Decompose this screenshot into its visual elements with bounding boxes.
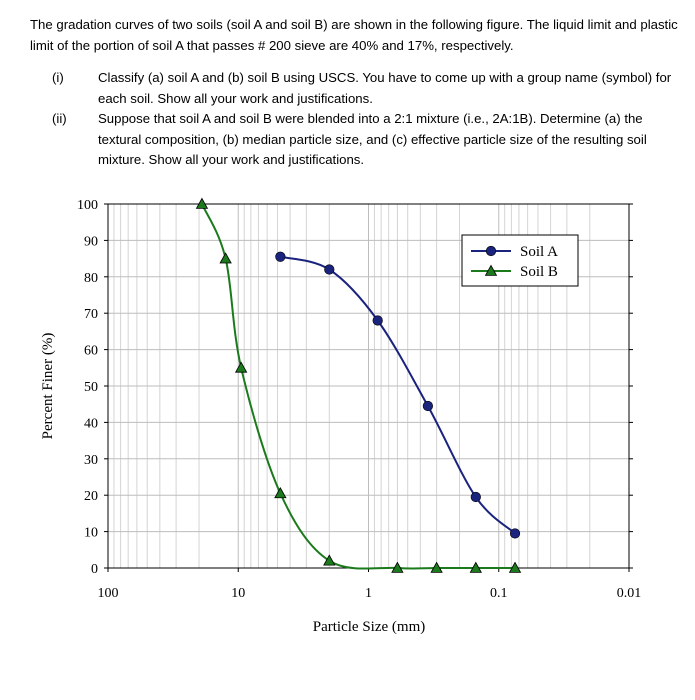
y-tick-label: 70 — [84, 307, 98, 323]
y-tick-label: 40 — [84, 416, 98, 432]
y-tick-label: 50 — [84, 380, 98, 395]
y-axis-label: Percent Finer (%) — [40, 332, 56, 440]
data-point — [423, 401, 433, 411]
question-number: (i) — [52, 70, 64, 85]
x-axis-label: Particle Size (mm) — [312, 619, 426, 635]
x-tick-label: 10 — [231, 586, 246, 601]
y-tick-label: 30 — [84, 452, 98, 468]
x-tick-label: 1 — [365, 586, 372, 601]
data-point — [275, 488, 286, 498]
x-tick-label: 100 — [97, 586, 119, 601]
data-point — [220, 253, 231, 263]
legend-label: Soil B — [520, 264, 558, 280]
problem-intro: The gradation curves of two soils (soil A and soil B) are shown in the following figure. The liquid limit and plastic limit of the portion of soil A that passes # 200 sieve are 40% and 17%, respectively. — [30, 17, 678, 53]
x-tick-label: 0.01 — [616, 586, 642, 601]
data-point — [471, 492, 481, 502]
question-number: (ii) — [52, 111, 67, 126]
y-tick-label: 100 — [77, 198, 98, 213]
data-point — [510, 529, 520, 539]
chart-legend — [462, 235, 578, 286]
data-point — [236, 362, 247, 372]
y-tick-label: 80 — [84, 270, 98, 286]
y-tick-label: 0 — [91, 562, 98, 577]
question-text: Classify (a) soil A and (b) soil B using USCS. You have to come up with a group name (symbol) for each soil. Show all your work and justifications. — [98, 70, 672, 106]
x-tick-label: 0.1 — [490, 586, 508, 601]
legend-marker — [486, 246, 496, 256]
question-text: Suppose that soil A and soil B were blended into a 2:1 mixture (i.e., 2A:1B). Determine (a) the textural composition, (b) median particle size, and (c) effective particle size of the resulting soil mixture. Show all your work and justifications. — [98, 111, 647, 167]
y-tick-label: 60 — [84, 343, 98, 359]
y-tick-label: 20 — [84, 489, 98, 505]
data-point — [276, 252, 286, 262]
data-point — [373, 316, 383, 326]
legend-label: Soil A — [520, 244, 558, 260]
data-point — [324, 265, 334, 275]
y-tick-label: 10 — [84, 525, 98, 541]
y-tick-label: 90 — [84, 234, 98, 250]
data-point — [196, 199, 207, 209]
data-point — [324, 555, 335, 565]
